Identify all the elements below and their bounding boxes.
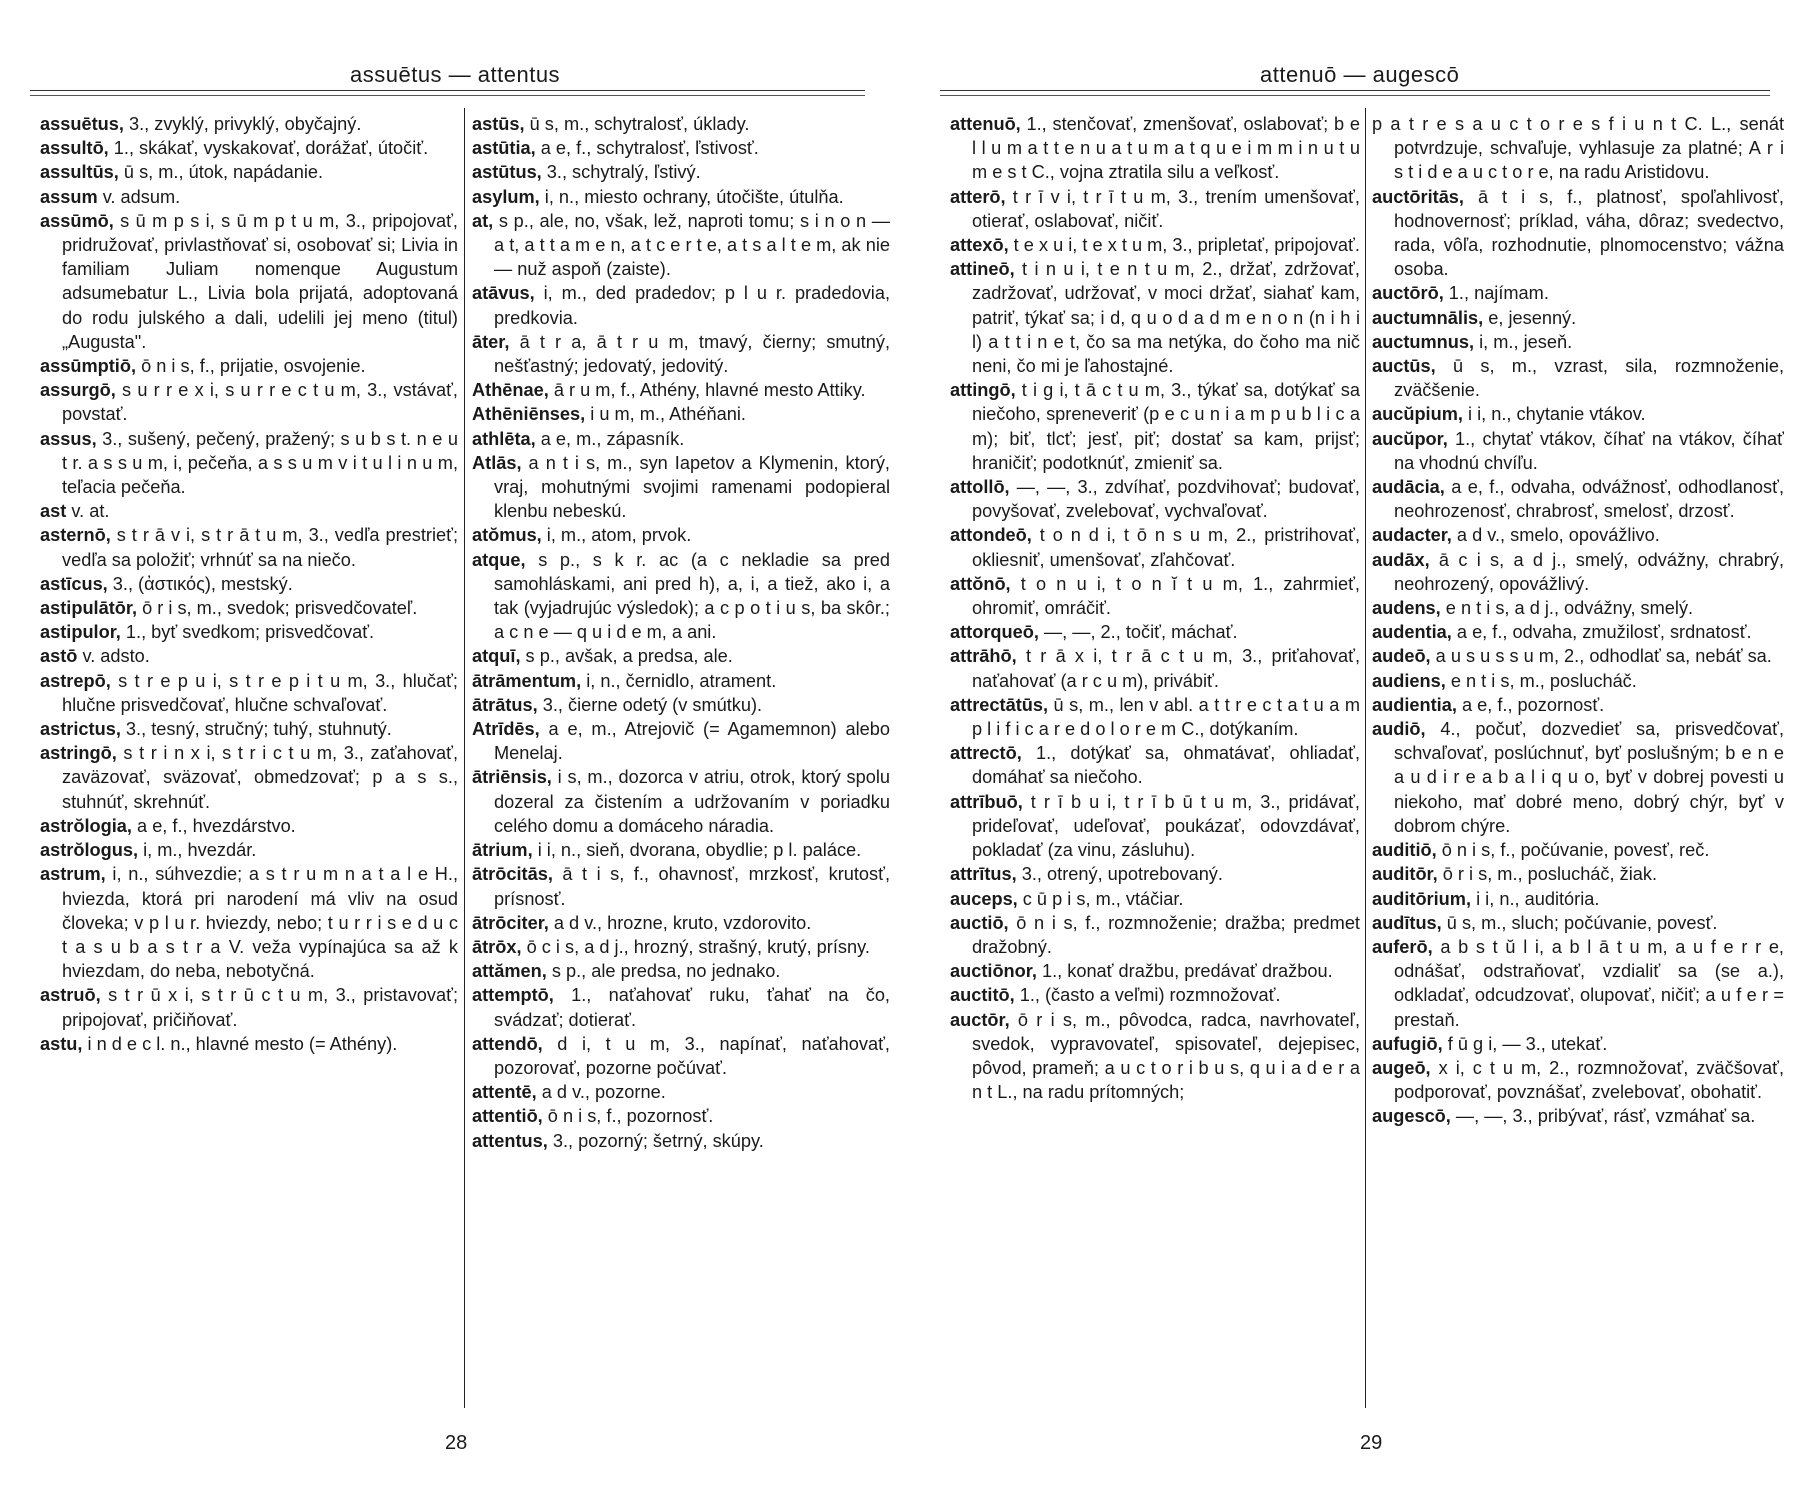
dictionary-entry bbox=[40, 112, 458, 136]
dictionary-entry bbox=[40, 572, 458, 596]
dictionary-entry bbox=[1372, 1032, 1784, 1056]
definition: i n d e c l. n., hlavné mesto (= Athény). bbox=[82, 1033, 398, 1054]
dictionary-entry bbox=[1372, 644, 1784, 668]
dictionary-entry bbox=[40, 717, 458, 741]
headword: astruō, bbox=[40, 985, 101, 1006]
headword: aucŭpium, bbox=[1372, 404, 1463, 425]
definition: i, n., súhvezdie; a s t r u m n a t a l e H., hviezda, ktorá pri narodení má vliv na osud človeka; v p l u r. hviezdy, nebo; t u r r i s e d u c t a s u b a s t r a V. veža vypínajúca sa až k hviezdam, do neba, nebotyčná. bbox=[62, 864, 458, 982]
dictionary-entry bbox=[40, 669, 458, 717]
headword: astipulātōr, bbox=[40, 598, 138, 619]
headword: audeō, bbox=[1372, 646, 1431, 667]
definition: s t r ā v i, s t r ā t u m, 3., vedľa prestrieť; vedľa sa položiť; vrhnúť sa na niečo. bbox=[62, 525, 458, 570]
column-1 bbox=[950, 112, 1360, 1402]
dictionary-entry bbox=[1372, 1056, 1784, 1104]
headword: astrictus, bbox=[40, 719, 121, 740]
dictionary-entry bbox=[472, 427, 890, 451]
dictionary-entry bbox=[40, 523, 458, 571]
dictionary-entry bbox=[40, 620, 458, 644]
definition: t o n d i, t ō n s u m, 2., pristrihovať, okliesniť, umenšovať, zľahčovať. bbox=[972, 525, 1360, 570]
definition: 3., (ἀστικός), mestský. bbox=[107, 573, 293, 594]
dictionary-entry bbox=[1372, 596, 1784, 620]
dictionary-entry bbox=[472, 983, 890, 1031]
definition: c ū p i s, m., vtáčiar. bbox=[1017, 888, 1184, 909]
headword: audītus, bbox=[1372, 912, 1442, 933]
headword: auctōrō, bbox=[1372, 283, 1444, 304]
dictionary-entry bbox=[1372, 185, 1784, 282]
running-head: assuētus — attentus bbox=[350, 62, 561, 87]
dictionary-entry bbox=[40, 983, 458, 1031]
dictionary-entry bbox=[40, 499, 458, 523]
dictionary-entry bbox=[1372, 911, 1784, 935]
headword: assuētus, bbox=[40, 114, 124, 134]
headword: attingō, bbox=[950, 380, 1016, 401]
dictionary-entry bbox=[472, 1129, 890, 1153]
dictionary-entry bbox=[1372, 669, 1784, 693]
dictionary-entry bbox=[1372, 838, 1784, 862]
headword: auctōritās, bbox=[1372, 186, 1464, 207]
definition: —, —, 3., zdvíhať, pozdvihovať; budovať, povyšovať, zvelebovať, vychvaľovať. bbox=[972, 477, 1360, 522]
column-2 bbox=[472, 112, 890, 1402]
headword: augeō, bbox=[1372, 1057, 1431, 1078]
headword: assus, bbox=[40, 428, 97, 449]
definition: 3., schytralý, ľstivý. bbox=[541, 162, 701, 183]
right-page bbox=[940, 0, 1790, 1500]
definition: s p., avšak, a predsa, ale. bbox=[520, 646, 733, 667]
definition: a n t i s, m., syn Iapetov a Klymenin, ktorý, vraj, mohutnými svojimi ramenami podopieral klenbu nebeskú. bbox=[494, 452, 890, 522]
definition: a u s u s s u m, 2., odhodlať sa, nebáť sa. bbox=[1430, 646, 1772, 667]
dictionary-entry bbox=[472, 136, 890, 160]
definition: a e, f., odvaha, odvážnosť, odhodlanosť, neohrozenosť, chrabrosť, smelosť, drzosť. bbox=[1394, 477, 1784, 522]
dictionary-entry bbox=[472, 160, 890, 184]
head-rule bbox=[30, 90, 865, 91]
head-rule bbox=[940, 95, 1770, 96]
headword: auctiōnor, bbox=[950, 961, 1037, 982]
headword: astringō, bbox=[40, 743, 117, 764]
definition: a e, f., pozornosť. bbox=[1456, 694, 1605, 715]
dictionary-entry bbox=[472, 644, 890, 668]
definition: i i, n., chytanie vtákov. bbox=[1462, 404, 1646, 425]
dictionary-entry bbox=[1372, 620, 1784, 644]
definition: ō n i s, f., pozornosť. bbox=[542, 1106, 714, 1127]
headword: augescō, bbox=[1372, 1106, 1451, 1127]
headword: atterō, bbox=[950, 186, 1006, 207]
dictionary-entry bbox=[950, 475, 1360, 523]
left-page bbox=[20, 0, 890, 1500]
dictionary-entry bbox=[950, 911, 1360, 959]
headword: audens, bbox=[1372, 598, 1441, 619]
definition: v. adsto. bbox=[77, 646, 150, 667]
headword: aufugiō, bbox=[1372, 1033, 1443, 1054]
headword: attorqueō, bbox=[950, 622, 1039, 643]
definition: t o n u i, t o n ĭ t u m, 1., zahrmieť, ohromiť, omráčiť. bbox=[972, 573, 1360, 619]
dictionary-entry bbox=[472, 209, 890, 282]
dictionary-entry bbox=[40, 185, 458, 209]
definition: e n t i s, m., poslucháč. bbox=[1445, 670, 1637, 691]
dictionary-entry bbox=[950, 983, 1360, 1007]
dictionary-entry bbox=[40, 644, 458, 668]
dictionary-entry bbox=[1372, 862, 1784, 886]
dictionary-entry bbox=[472, 959, 890, 983]
headword: auctumnus, bbox=[1372, 331, 1475, 352]
dictionary-entry bbox=[472, 112, 890, 136]
definition: 1., naťahovať ruku, ťahať na čo, svádzať; dotierať. bbox=[494, 985, 890, 1030]
headword: auferō, bbox=[1372, 936, 1433, 957]
definition: e n t i s, a d j., odvážny, smelý. bbox=[1440, 598, 1694, 619]
headword: assultūs, bbox=[40, 162, 119, 183]
dictionary-entry bbox=[950, 959, 1360, 983]
headword: auditōr, bbox=[1372, 864, 1438, 885]
dictionary-entry bbox=[40, 136, 458, 160]
definition: d i, t u m, 3., napínať, naťahovať, pozorovať, pozorne počúvať. bbox=[494, 1033, 890, 1078]
definition: i i, n., auditória. bbox=[1471, 888, 1600, 909]
definition: 1., dotýkať sa, ohmatávať, ohliadať, domáhať sa niečoho. bbox=[972, 743, 1360, 788]
dictionary-entry bbox=[1372, 427, 1784, 475]
dictionary-entry bbox=[40, 209, 458, 354]
headword: audentia, bbox=[1372, 622, 1452, 643]
definition: ō n i s, f., prijatie, osvojenie. bbox=[136, 356, 366, 377]
definition: 3., tesný, stručný; tuhý, stuhnutý. bbox=[120, 719, 392, 740]
headword: attrītus, bbox=[950, 864, 1017, 885]
headword: attendō, bbox=[472, 1033, 543, 1054]
definition: ū s, m., vzrast, sila, rozmnoženie, zväčšenie. bbox=[1394, 356, 1784, 401]
dictionary-entry bbox=[1372, 693, 1784, 717]
headword: auctōr, bbox=[950, 1009, 1010, 1030]
column-1 bbox=[40, 112, 458, 1402]
dictionary-entry bbox=[1372, 523, 1784, 547]
definition: ū s, m., len v abl. a t t r e c t a t u a m p l i f i c a r e d o l o r e m C., dotýkaním. bbox=[972, 694, 1360, 740]
definition: a e, m., zápasník. bbox=[535, 428, 685, 449]
definition: ā t r a, ā t r u m, tmavý, čierny; smutný, nešťastný; jedovatý, jedovitý. bbox=[494, 331, 890, 377]
definition: ō r i s, m., pôvodca, radca, navrhovateľ, svedok, vypravovateľ, spisovateľ, dejepisec, pôvod, prameň; a u c t o r i b u s, q u i a d e r a n t L., na radu prítomných; bbox=[972, 1009, 1360, 1103]
headword: Atrīdēs, bbox=[472, 719, 540, 740]
definition: ū s, m., schytralosť, úklady. bbox=[524, 114, 750, 134]
dictionary-entry bbox=[472, 330, 890, 378]
definition: 3., čierne odetý (v smútku). bbox=[537, 694, 763, 715]
headword: assūmō, bbox=[40, 210, 114, 231]
headword: astīcus, bbox=[40, 573, 108, 594]
headword: auditiō, bbox=[1372, 840, 1437, 861]
headword: assum bbox=[40, 186, 98, 207]
definition: t r ā x i, t r ā c t u m, 3., priťahovať, naťahovať (a r c u m), privábiť. bbox=[972, 646, 1360, 691]
dictionary-entry bbox=[950, 572, 1360, 620]
dictionary-entry bbox=[1372, 717, 1784, 838]
definition: ā c i s, a d j., smelý, odvážny, chrabrý, neohrozený, opovážlivý. bbox=[1394, 549, 1784, 594]
dictionary-entry bbox=[1372, 402, 1784, 426]
headword: attenuō, bbox=[950, 114, 1021, 134]
definition: i s, m., dozorca v atriu, otrok, ktorý spolu dozeral za čistením a udržovaním v poriadku celého domu a domáceho náradia. bbox=[494, 767, 890, 836]
definition: a e, f., hvezdárstvo. bbox=[131, 815, 296, 836]
dictionary-entry bbox=[472, 1080, 890, 1104]
headword: audācia, bbox=[1372, 477, 1445, 498]
dictionary-entry bbox=[950, 1008, 1360, 1105]
headword: ast bbox=[40, 501, 67, 522]
definition: s t r i n x i, s t r i c t u m, 3., zaťahovať, zaväzovať, sväzovať, obmedzovať; p a s s., stuhnúť, skrehnúť. bbox=[62, 743, 458, 812]
definition: ō r i s, m., svedok; prisvedčovateľ. bbox=[137, 598, 418, 619]
dictionary-entry bbox=[472, 402, 890, 426]
headword: astō bbox=[40, 646, 78, 667]
dictionary-entry bbox=[472, 548, 890, 645]
definition: 1., byť svedkom; prisvedčovať. bbox=[120, 622, 375, 643]
definition: t r ī b u i, t r ī b ū t u m, 3., pridávať, prideľovať, udeľovať, poukázať, odovzdávať, pokladať (za vinu, zásluhu). bbox=[972, 791, 1360, 861]
dictionary-entry bbox=[950, 741, 1360, 789]
headword: auctitō, bbox=[950, 985, 1015, 1006]
dictionary-entry bbox=[472, 1032, 890, 1080]
dictionary-entry bbox=[950, 257, 1360, 378]
headword: atquī, bbox=[472, 646, 521, 667]
definition: ū s, m., útok, napádanie. bbox=[118, 162, 324, 183]
headword: ātrōx, bbox=[472, 936, 522, 957]
headword: attrībuō, bbox=[950, 791, 1023, 812]
headword: ātrātus, bbox=[472, 694, 538, 715]
definition: 1., najímam. bbox=[1443, 283, 1549, 304]
definition: e, jesenný. bbox=[1483, 307, 1577, 328]
headword: astūtus, bbox=[472, 162, 542, 183]
dictionary-entry bbox=[950, 112, 1360, 185]
dictionary-entry bbox=[472, 185, 890, 209]
definition: i u m, m., Athéňani. bbox=[585, 404, 746, 425]
dictionary-entry bbox=[950, 523, 1360, 571]
headword: aucŭpor, bbox=[1372, 428, 1448, 449]
headword: attŏnō, bbox=[950, 573, 1011, 594]
definition: 4., počuť, dozvedieť sa, prisvedčovať, schvaľovať, poslúchnuť, byť poslušným; b e n e a u d i r e a b a l i q u o, byť v dobrej povesti u niekoho, mať dobré meno, dobrý chýr, byť v dobrom chýre. bbox=[1394, 719, 1784, 836]
dictionary-entry bbox=[1372, 935, 1784, 1032]
definition: ā t i s, f., ohavnosť, mrzkosť, krutosť, prísnosť. bbox=[494, 864, 890, 909]
definition: —, —, 2., točiť, máchať. bbox=[1038, 622, 1238, 643]
definition: a d v., pozorne. bbox=[536, 1082, 666, 1103]
definition: x i, c t u m, 2., rozmnožovať, zväčšovať, podporovať, povznášať, zvelebovať, obohatiť. bbox=[1394, 1057, 1784, 1103]
definition: ā r u m, f., Athény, hlavné mesto Attiky. bbox=[548, 380, 866, 401]
headword: asternō, bbox=[40, 525, 111, 546]
dictionary-entry bbox=[472, 693, 890, 717]
dictionary-entry bbox=[1372, 306, 1784, 330]
dictionary-entry bbox=[472, 281, 890, 329]
definition: p a t r e s a u c t o r e s f i u n t C. L., senát potvrdzuje, schvaľuje, vyhlasuje za platné; A r i s t i d e a u c t o r e, na radu Aristidovu. bbox=[1372, 114, 1784, 183]
definition: ā t i s, f., platnosť, spoľahlivosť, hodnovernosť; príklad, váha, dôraz; svedectvo, rada, vôľa, rozhodnutie, plnomocenstvo; vážna osoba. bbox=[1394, 186, 1784, 280]
headword: athlēta, bbox=[472, 428, 536, 449]
column-2 bbox=[1372, 112, 1784, 1402]
headword: astu, bbox=[40, 1033, 83, 1054]
definition: 1., (často a veľmi) rozmnožovať. bbox=[1014, 985, 1281, 1006]
definition: s ū m p s i, s ū m p t u m, 3., pripojovať, pridružovať, privlastňovať si, osobovať si; Livia in familiam Juliam nomenque Augustum adsumebatur L., Livia bola prijatá, adoptovaná do rodu julského a dali, udelili jej meno (titul) „Augusta". bbox=[62, 210, 458, 352]
column-separator bbox=[1365, 108, 1366, 1408]
dictionary-entry bbox=[472, 1104, 890, 1128]
headword: audiō, bbox=[1372, 719, 1426, 740]
dictionary-entry bbox=[40, 862, 458, 983]
dictionary-entry bbox=[950, 693, 1360, 741]
dictionary-entry bbox=[950, 887, 1360, 911]
headword: attentiō, bbox=[472, 1106, 543, 1127]
definition: i i, n., sieň, dvorana, obydlie; p l. paláce. bbox=[532, 840, 862, 861]
dictionary-entry bbox=[472, 669, 890, 693]
dictionary-entry bbox=[40, 378, 458, 426]
headword: attrāhō, bbox=[950, 646, 1017, 667]
definition: i, m., atom, prvok. bbox=[541, 525, 692, 546]
definition: t r ī v i, t r ī t u m, 3., trením umenšovať, otierať, oslabovať, ničiť. bbox=[972, 186, 1360, 231]
definition: a d v., smelo, opovážlivo. bbox=[1451, 525, 1660, 546]
headword: astūs, bbox=[472, 114, 525, 134]
dictionary-entry bbox=[1372, 281, 1784, 305]
headword: attineō, bbox=[950, 259, 1015, 280]
dictionary-entry bbox=[950, 620, 1360, 644]
headword: attollō, bbox=[950, 477, 1010, 498]
headword: Athēnae, bbox=[472, 380, 549, 401]
definition: s u r r e x i, s u r r e c t u m, 3., vstávať, povstať. bbox=[62, 380, 458, 425]
definition: ō n i s, f., rozmnoženie; dražba; predmet dražobný. bbox=[972, 912, 1360, 957]
definition: ō n i s, f., počúvanie, povesť, reč. bbox=[1436, 840, 1710, 861]
definition: 3., pozorný; šetrný, skúpy. bbox=[547, 1130, 764, 1151]
definition: i, n., miesto ochrany, útočište, útulňa. bbox=[539, 186, 844, 207]
headword: attentē, bbox=[472, 1082, 537, 1103]
page-number: 29 bbox=[1360, 1432, 1383, 1454]
page-number: 28 bbox=[445, 1432, 468, 1454]
headword: ātrōciter, bbox=[472, 912, 549, 933]
definition: —, —, 3., pribývať, rásť, vzmáhať sa. bbox=[1450, 1106, 1756, 1127]
dictionary-entry bbox=[1372, 887, 1784, 911]
definition: s p., ale, no, však, lež, naproti tomu; s i n o n — a t, a t t a m e n, a t c e r t e, a t s a l t e m, ak nie — nuž aspoň (zaiste). bbox=[493, 210, 890, 280]
dictionary-entry bbox=[1372, 548, 1784, 596]
headword: Athēniēnses, bbox=[472, 404, 586, 425]
headword: ātrium, bbox=[472, 840, 533, 861]
definition: a e, f., schytralosť, ľstivosť. bbox=[535, 138, 759, 159]
headword: attexō, bbox=[950, 235, 1009, 256]
dictionary-entry bbox=[472, 523, 890, 547]
definition: s t r ū x i, s t r ū c t u m, 3., pristavovať; pripojovať, pričiňovať. bbox=[62, 985, 458, 1030]
dictionary-entry bbox=[40, 354, 458, 378]
definition: ō r i s, m., poslucháč, žiak. bbox=[1437, 864, 1658, 885]
dictionary-entry bbox=[1372, 112, 1784, 185]
dictionary-entry bbox=[472, 911, 890, 935]
dictionary-entry bbox=[950, 790, 1360, 863]
running-head: attenuō — augescō bbox=[1260, 62, 1460, 87]
definition: 1., skákať, vyskakovať, dorážať, útočiť. bbox=[108, 138, 429, 159]
dictionary-entry bbox=[472, 838, 890, 862]
dictionary-entry bbox=[950, 378, 1360, 475]
headword: attămen, bbox=[472, 961, 547, 982]
dictionary-entry bbox=[472, 765, 890, 838]
definition: a e, f., odvaha, zmužilosť, srdnatosť. bbox=[1451, 622, 1752, 643]
headword: auceps, bbox=[950, 888, 1018, 909]
headword: āter, bbox=[472, 331, 510, 352]
definition: i, n., černidlo, atrament. bbox=[581, 670, 777, 691]
headword: astrŏlogia, bbox=[40, 815, 132, 836]
dictionary-entry bbox=[40, 814, 458, 838]
headword: atŏmus, bbox=[472, 525, 542, 546]
definition: t e x u i, t e x t u m, 3., pripletať, pripojovať. bbox=[1008, 235, 1360, 256]
headword: audientia, bbox=[1372, 694, 1457, 715]
headword: auctūs, bbox=[1372, 356, 1436, 377]
headword: audiens, bbox=[1372, 670, 1446, 691]
headword: atāvus, bbox=[472, 283, 535, 304]
definition: f ū g i, — 3., utekať. bbox=[1442, 1033, 1608, 1054]
definition: s p., s k r. ac (a c nekladie sa pred samohláskami, ani pred h), a, i, a tiež, ako i, a tak (vyjadrujúc výsledok); a c p o t i u s, ba skôr.; a c n e — q u i d e m, a ani. bbox=[494, 549, 890, 643]
dictionary-entry bbox=[1372, 330, 1784, 354]
dictionary-entry bbox=[40, 838, 458, 862]
headword: attondeō, bbox=[950, 525, 1032, 546]
dictionary-entry bbox=[1372, 354, 1784, 402]
dictionary-entry bbox=[472, 935, 890, 959]
headword: assurgō, bbox=[40, 380, 116, 401]
headword: assultō, bbox=[40, 138, 109, 159]
headword: auctumnālis, bbox=[1372, 307, 1484, 328]
definition: t i g i, t ā c t u m, 3., týkať sa, dotýkať sa niečoho, spreneveriť (p e c u n i a m p u b l i c a m); biť, tlcť; jesť, piť; dostať sa kam, prijsť; hraničiť; podotknúť, zmieniť sa. bbox=[972, 380, 1360, 473]
dictionary-entry bbox=[472, 378, 890, 402]
headword: atque, bbox=[472, 549, 526, 570]
definition: 1., chytať vtákov, číhať na vtákov, číhať na vhodnú chvíľu. bbox=[1394, 428, 1784, 473]
head-rule bbox=[30, 95, 865, 96]
definition: s t r e p u i, s t r e p i t u m, 3., hlučať; hlučne prisvedčovať, hlučne schvaľovať. bbox=[62, 670, 458, 715]
definition: s p., ale predsa, no jednako. bbox=[546, 961, 781, 982]
dictionary-entry bbox=[472, 717, 890, 765]
definition: v. adsum. bbox=[97, 186, 181, 207]
headword: audāx, bbox=[1372, 549, 1430, 570]
column-separator bbox=[464, 108, 465, 1408]
headword: at, bbox=[472, 210, 494, 231]
dictionary-entry bbox=[950, 644, 1360, 692]
headword: assūmptiō, bbox=[40, 356, 137, 377]
definition: 3., zvyklý, privyklý, obyčajný. bbox=[123, 114, 362, 134]
headword: attrectō, bbox=[950, 743, 1022, 764]
headword: audacter, bbox=[1372, 525, 1452, 546]
headword: Atlās, bbox=[472, 452, 522, 473]
dictionary-entry bbox=[1372, 1104, 1784, 1128]
head-rule bbox=[940, 90, 1770, 91]
definition: i, m., ded pradedov; p l u r. pradedovia, predkovia. bbox=[494, 283, 890, 328]
definition: i, m., jeseň. bbox=[1474, 331, 1573, 352]
definition: a b s t ŭ l i, a b l ā t u m, a u f e r r e, odnášať, odstraňovať, vzdialiť sa (se a.), odkladať, odcudzovať, olupovať, ničiť; a u f e r = prestaň. bbox=[1394, 936, 1784, 1030]
definition: 1., stenčovať, zmenšovať, oslabovať; b e l l u m a t t e n u a t u m a t q u e i m m i n u t u m e s t C., vojna ztratila silu a veľkosť. bbox=[972, 114, 1360, 183]
dictionary-entry bbox=[40, 1032, 458, 1056]
headword: ātrōcitās, bbox=[472, 864, 553, 885]
dictionary-entry bbox=[472, 862, 890, 910]
dictionary-entry bbox=[950, 233, 1360, 257]
headword: auctiō, bbox=[950, 912, 1009, 933]
headword: attentus, bbox=[472, 1130, 548, 1151]
dictionary-entry bbox=[40, 160, 458, 184]
definition: 3., otrený, upotrebovaný. bbox=[1016, 864, 1223, 885]
headword: attemptō, bbox=[472, 985, 554, 1006]
headword: astipulor, bbox=[40, 622, 121, 643]
dictionary-entry bbox=[40, 741, 458, 814]
headword: asylum, bbox=[472, 186, 540, 207]
headword: auditōrium, bbox=[1372, 888, 1472, 909]
headword: astūtia, bbox=[472, 138, 536, 159]
dictionary-entry bbox=[950, 185, 1360, 233]
headword: ātriēnsis, bbox=[472, 767, 552, 788]
definition: ō c i s, a d j., hrozný, strašný, krutý, prísny. bbox=[521, 936, 870, 957]
headword: astrepō, bbox=[40, 670, 111, 691]
dictionary-entry bbox=[472, 451, 890, 524]
dictionary-entry bbox=[950, 862, 1360, 886]
definition: a d v., hrozne, kruto, vzdorovito. bbox=[548, 912, 812, 933]
dictionary-entry bbox=[40, 427, 458, 500]
dictionary-entry bbox=[40, 596, 458, 620]
headword: astrŏlogus, bbox=[40, 840, 139, 861]
definition: t i n u i, t e n t u m, 2., držať, zdržovať, zadržovať, udržovať, v moci držať, siahať kam, patriť, týkať sa; i d, q u o d a d m e n o n (n i h i l) a t t i n e t, čo sa ma netýka, do čoho ma nič neni, čo mi je ľahostajné. bbox=[972, 259, 1360, 377]
definition: 1., konať dražbu, predávať dražbou. bbox=[1036, 961, 1333, 982]
dictionary-entry bbox=[1372, 475, 1784, 523]
definition: i, m., hvezdár. bbox=[138, 840, 257, 861]
headword: attrectātūs, bbox=[950, 694, 1049, 715]
headword: astrum, bbox=[40, 864, 106, 885]
headword: ātrāmentum, bbox=[472, 670, 582, 691]
definition: v. at. bbox=[66, 501, 110, 522]
definition: ū s, m., sluch; počúvanie, povesť. bbox=[1441, 912, 1718, 933]
definition: a e, m., Atrejovič (= Agamemnon) alebo Menelaj. bbox=[494, 719, 890, 764]
definition: 3., sušený, pečený, pražený; s u b s t. n e u t r. a s s u m, i, pečeňa, a s s u m v i t u l i n u m, teľacia pečeňa. bbox=[62, 428, 458, 498]
